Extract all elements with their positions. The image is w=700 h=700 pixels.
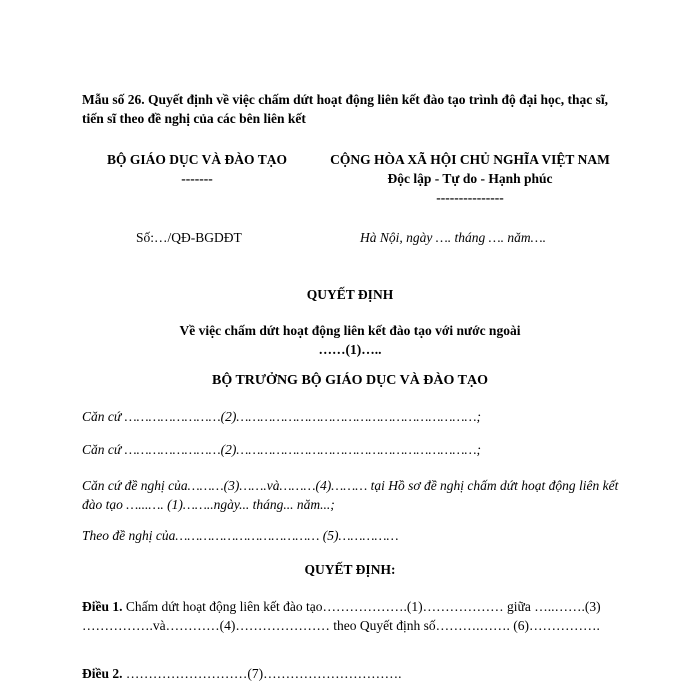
legal-basis-1: Căn cứ ……………………(2)……………………………………………………; — [82, 409, 481, 424]
article-2 — [82, 666, 402, 682]
subject-line-2: ……(1)….. — [318, 342, 382, 357]
subject-line-1: Về việc chấm dứt hoạt động liên kết đào tạo với nước ngoài — [179, 323, 521, 338]
article-1-label: Điều 1. — [82, 599, 123, 614]
form-caption: Mẫu số 26. Quyết định về việc chấm dứt hoạt động liên kết đào tạo trình độ đại học, thạc sĩ, tiến sĩ theo đề nghị của các bên liên kết — [82, 92, 609, 126]
decision-title-2: QUYẾT ĐỊNH: — [304, 562, 396, 577]
article-2-label: Điều 2. — [82, 666, 123, 681]
republic-motto: Độc lập - Tự do - Hạnh phúc — [387, 171, 553, 186]
ministry-separator: ------- — [181, 171, 213, 186]
republic-separator: --------------- — [436, 190, 504, 205]
ministry-header — [82, 150, 312, 188]
ministry-name: BỘ GIÁO DỤC VÀ ĐÀO TẠO — [107, 152, 287, 167]
decision-subject — [0, 321, 700, 359]
place-date: Hà Nội, ngày …. tháng …. năm…. — [360, 230, 547, 245]
article-2-text: ………………………(7)…………………………. — [122, 666, 402, 681]
article-1 — [82, 597, 627, 635]
legal-basis-3: Căn cứ đề nghị của………(3)…….và………(4)……… tại Hồ sơ đề nghị chấm dứt hoạt động liên kết đào tạo …...…. (1)……..ngày... tháng... năm...; — [82, 478, 619, 512]
republic-header — [320, 150, 620, 207]
legal-basis-2: Căn cứ ……………………(2)……………………………………………………; — [82, 442, 481, 457]
minister-title: BỘ TRƯỞNG BỘ GIÁO DỤC VÀ ĐÀO TẠO — [211, 373, 488, 388]
document-number: Số:…/QĐ-BGDĐT — [136, 230, 242, 245]
decision-title: QUYẾT ĐỊNH — [306, 287, 394, 302]
republic-name: CỘNG HÒA XÃ HỘI CHỦ NGHĨA VIỆT NAM — [330, 152, 610, 167]
article-1-text: Chấm dứt hoạt động liên kết đào tạo……………….(1)……………… giữa …..…….(3) …………….và…………(4)………………… theo Quyết định số……….……. (6)……………. — [82, 599, 601, 633]
legal-basis-4: Theo đề nghị của……………………………… (5)…………… — [82, 528, 399, 543]
